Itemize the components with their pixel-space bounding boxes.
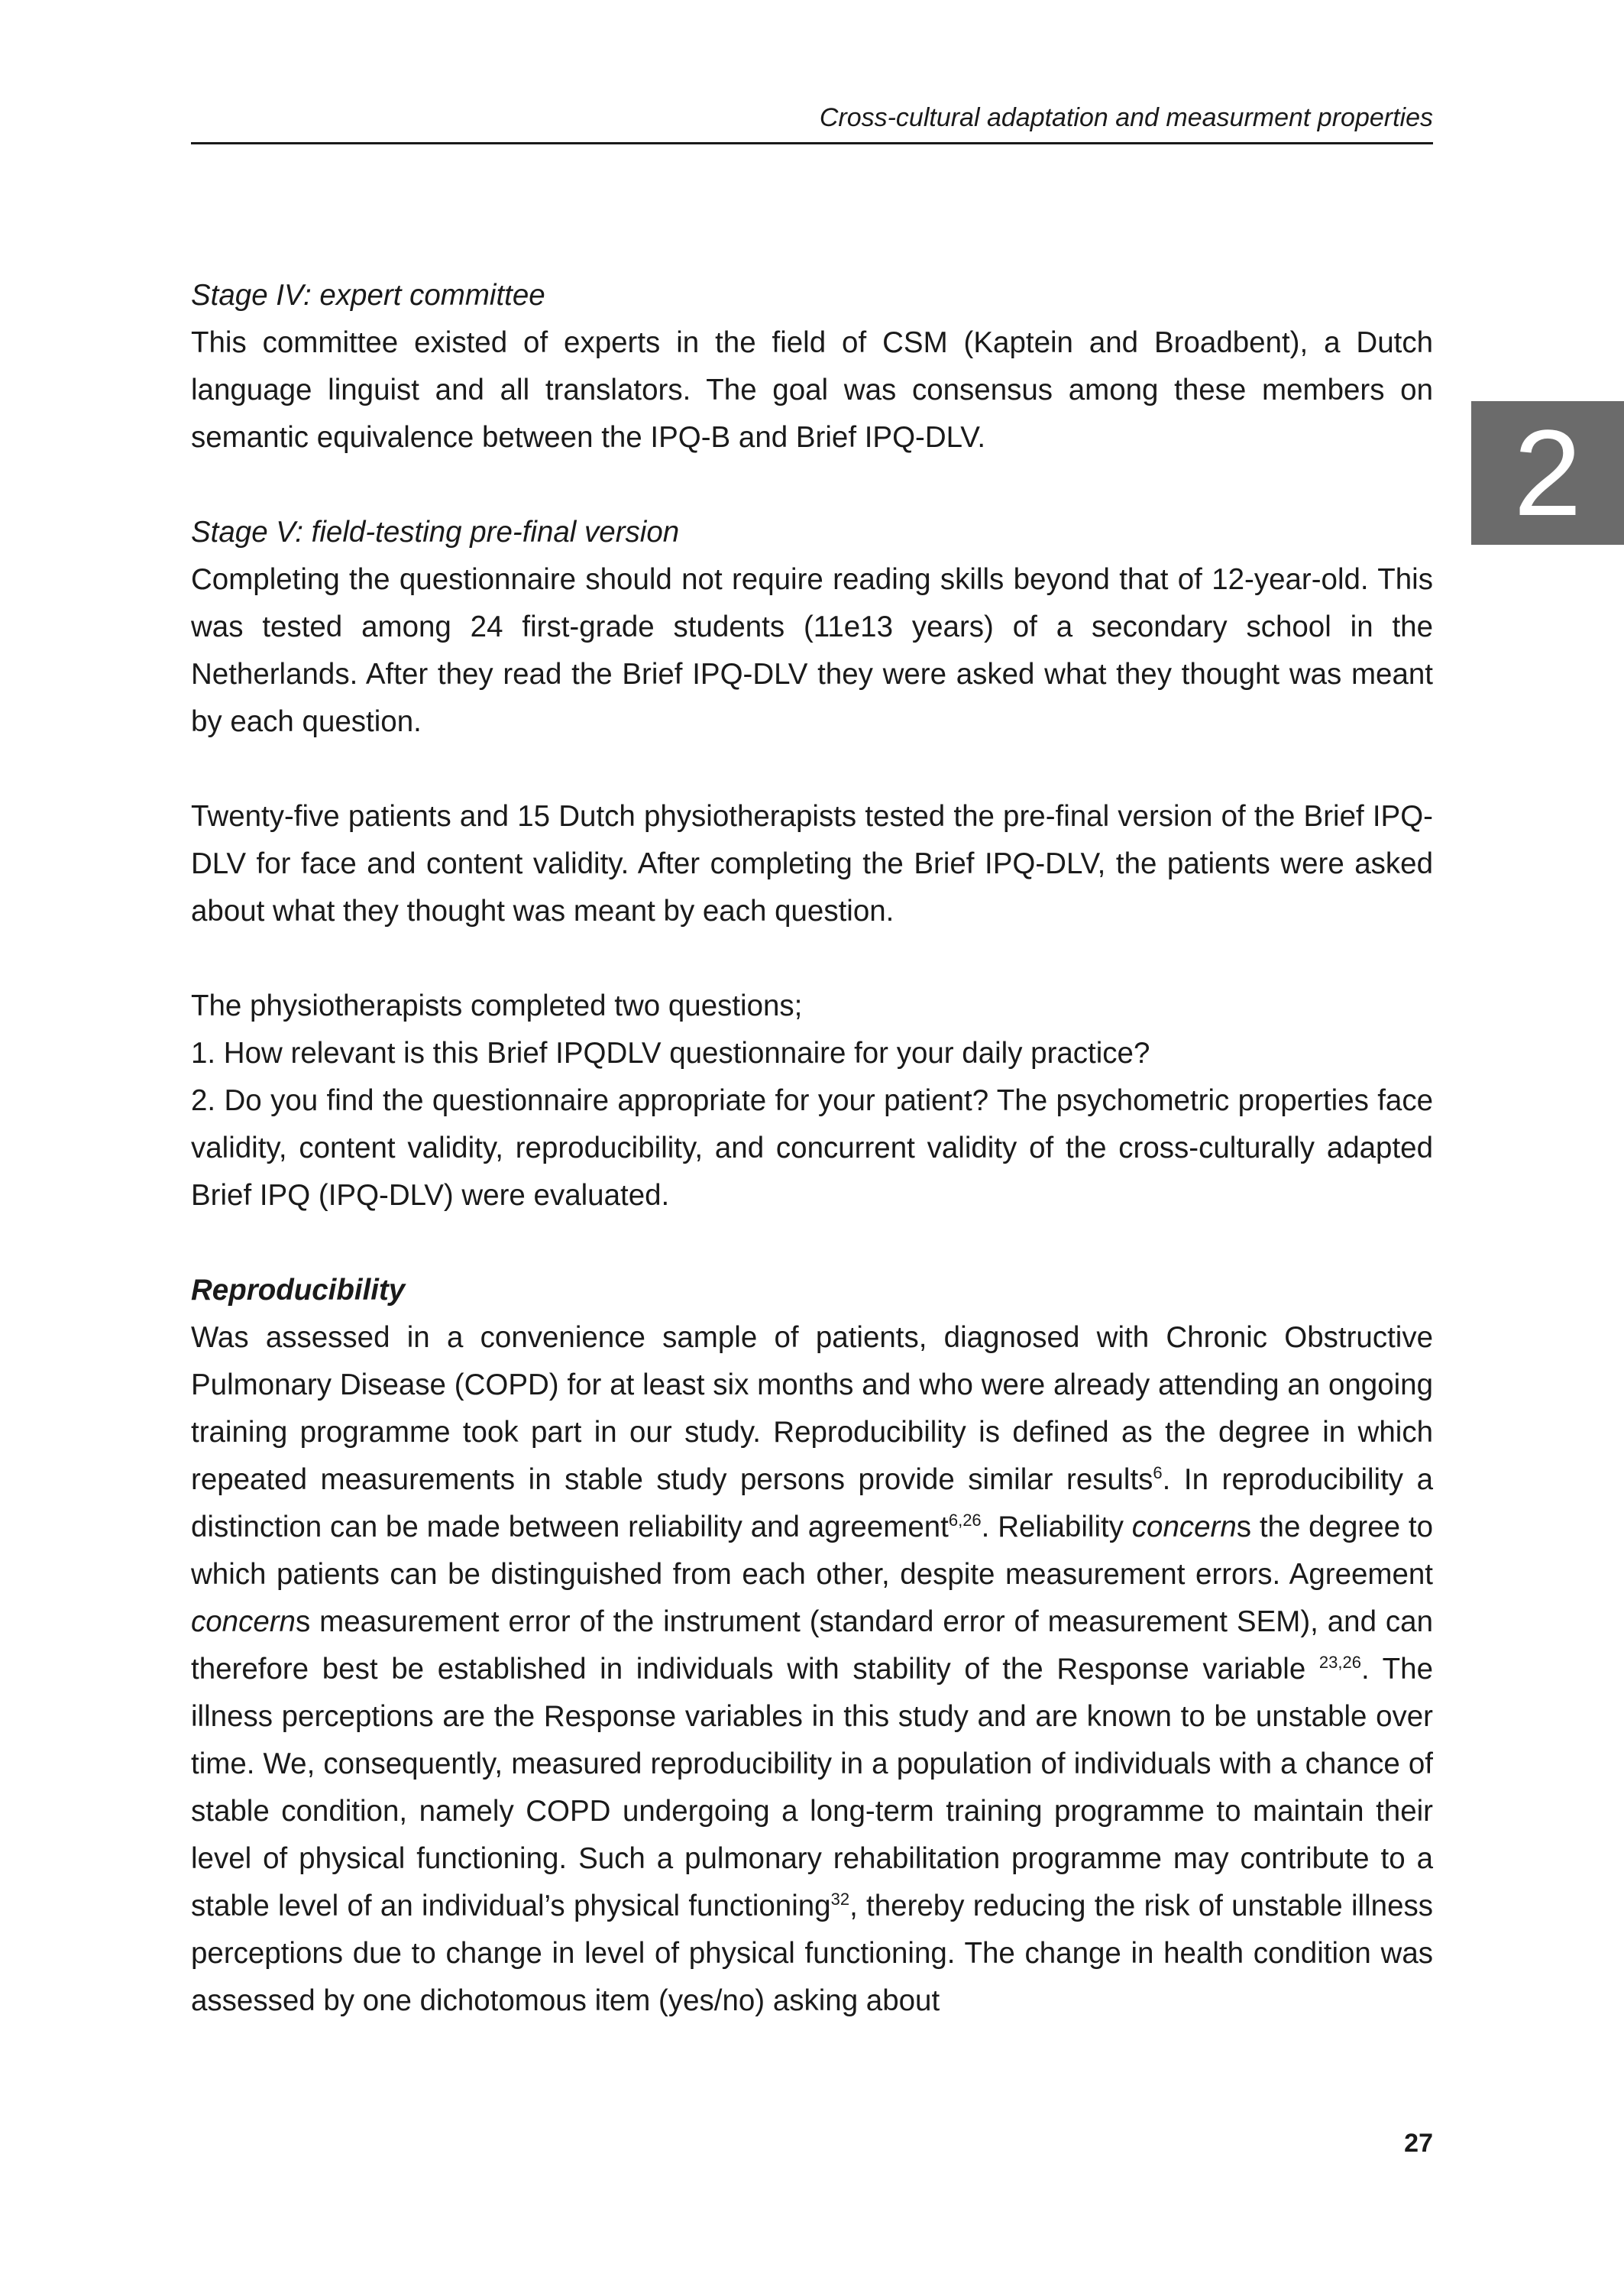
chapter-tab: 2 <box>1471 401 1624 545</box>
body-text <box>191 272 1433 2025</box>
reproducibility-text-3: . Reliability <box>981 1511 1132 1543</box>
questions-intro: The physiotherapists completed two questions; <box>191 989 803 1022</box>
question-1: 1. How relevant is this Brief IPQDLV questionnaire for your daily practice? <box>191 1037 1150 1070</box>
stage-iv-paragraph: This committee existed of experts in the field of CSM (Kaptein and Broadbent), a Dutch language linguist and all translators. The goal was consensus among these members on semantic equivalence between the IPQ-B and Brief IPQ-DLV. <box>191 326 1433 454</box>
paragraph-gap <box>191 462 1433 509</box>
reproducibility-text-7: , thereby reducing the risk of unstable illness perceptions due to change in level of physical functioning. The change in health condition was assessed by one dichotomous item (yes/no) asking about <box>191 1890 1433 2017</box>
reproducibility-text-2: . In reproducibility a distinction can be made between reliability and agreement <box>191 1463 1433 1543</box>
paragraph-gap <box>191 746 1433 793</box>
question-2: 2. Do you find the questionnaire appropriate for your patient? The psychometric properties face validity, content validity, reproducibility, and concurrent validity of the cross-culturally adapted Brief IPQ (IPQ-DLV) were evaluated. <box>191 1084 1433 1212</box>
citation-sup: 6 <box>1153 1463 1163 1483</box>
stage-v-heading: Stage V: field-testing pre-final version <box>191 516 680 549</box>
stage-iv-heading: Stage IV: expert committee <box>191 279 545 312</box>
emphasis-concern: concern <box>1131 1511 1237 1543</box>
reproducibility-text-1: Was assessed in a convenience sample of patients, diagnosed with Chronic Obstructive Pulmonary Disease (COPD) for at least six months and who were already attending an ongoing training programme took part in our study. Reproducibility is defined as the degree in which repeated measurements in stable study persons provide similar results <box>191 1321 1433 1496</box>
citation-sup: 23,26 <box>1318 1653 1361 1673</box>
header-rule <box>191 142 1433 144</box>
page-number: 27 <box>1404 2129 1433 2158</box>
reproducibility-heading: Reproducibility <box>191 1274 406 1307</box>
reproducibility-text-4: s the degree to which patients can be distinguished from each other, despite measurement errors. Agreement <box>191 1511 1433 1591</box>
reproducibility-paragraph <box>191 1314 1433 2025</box>
stage-v-paragraph-1: Completing the questionnaire should not require reading skills beyond that of 12-year-old. This was tested among 24 first-grade students (11e13 years) of a secondary school in the Netherlands. After they read the Brief IPQ-DLV they were asked what they thought was meant by each question. <box>191 563 1433 738</box>
emphasis-concern: concern <box>191 1605 296 1638</box>
citation-sup: 32 <box>830 1890 850 1909</box>
stage-v-paragraph-2: Twenty-five patients and 15 Dutch physiotherapists tested the pre-final version of the Brief IPQ-DLV for face and content validity. After completing the Brief IPQ-DLV, the patients were asked about what they thought was meant by each question. <box>191 800 1433 928</box>
reproducibility-text-6: . The illness perceptions are the Response variables in this study and are known to be unstable over time. We, consequently, measured reproducibility in a population of individuals with a chance of stable condition, namely COPD undergoing a long-term training programme to maintain their level of physical functioning. Such a pulmonary rehabilitation programme may contribute to a stable level of an individual’s physical functioning <box>191 1653 1433 1922</box>
paragraph-gap <box>191 935 1433 983</box>
running-header: Cross-cultural adaptation and measurment properties <box>819 103 1433 132</box>
paragraph-gap <box>191 1219 1433 1267</box>
citation-sup: 6,26 <box>948 1511 982 1530</box>
reproducibility-text-5: s measurement error of the instrument (standard error of measurement SEM), and can therefore best be established in individuals with stability of the Response variable <box>191 1605 1433 1686</box>
